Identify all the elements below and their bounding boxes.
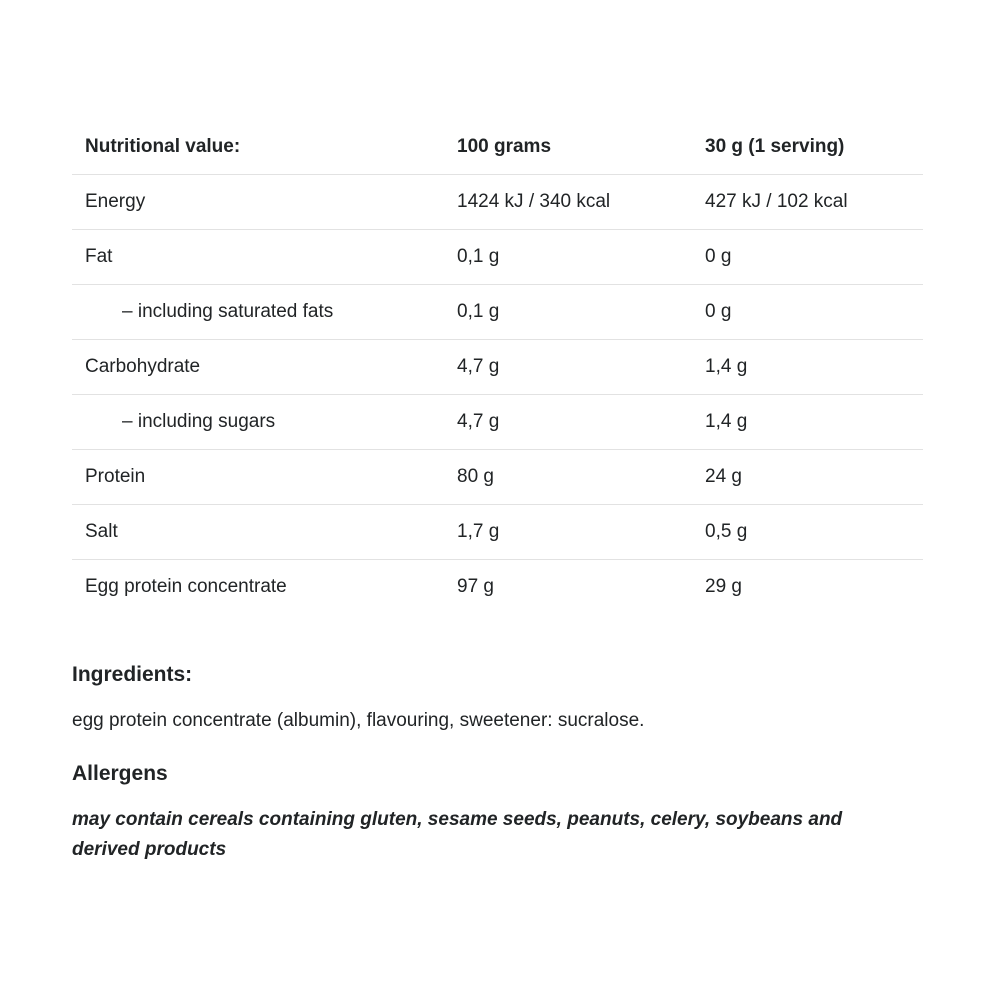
row-label: Energy — [85, 190, 146, 212]
ingredients-heading: Ingredients: — [72, 663, 193, 686]
row-label: Salt — [85, 520, 118, 542]
allergens-heading: Allergens — [72, 762, 168, 785]
value-per-100g: 1,7 g — [457, 520, 500, 542]
row-label: Egg protein concentrate — [85, 575, 287, 597]
value-per-serving: 1,4 g — [705, 355, 748, 377]
nutrition-table — [72, 120, 923, 614]
row-label: – including saturated fats — [122, 300, 334, 322]
value-per-serving: 0 g — [705, 300, 732, 322]
ingredients-text: egg protein concentrate (albumin), flavouring, sweetener: sucralose. — [72, 710, 645, 731]
table-row-saturated-fats — [72, 285, 923, 340]
nutrition-info-section — [72, 120, 923, 865]
value-per-serving: 0 g — [705, 245, 732, 267]
row-label: Protein — [85, 465, 146, 487]
table-row-carbohydrate — [72, 340, 923, 395]
allergens-text: may contain cereals containing gluten, sesame seeds, peanuts, celery, soybeans and derived products — [72, 809, 843, 860]
value-per-100g: 0,1 g — [457, 245, 500, 267]
value-per-serving: 1,4 g — [705, 410, 748, 432]
value-per-serving: 24 g — [705, 465, 742, 487]
row-label: Carbohydrate — [85, 355, 201, 377]
value-per-100g: 4,7 g — [457, 355, 500, 377]
column-header-serving: 30 g (1 serving) — [705, 135, 845, 157]
row-label: – including sugars — [122, 410, 276, 432]
table-row-fat — [72, 230, 923, 285]
row-label: Fat — [85, 245, 113, 267]
table-row-sugars — [72, 395, 923, 450]
table-row-salt — [72, 505, 923, 560]
table-row-egg-protein-concentrate — [72, 560, 923, 614]
table-row-energy — [72, 175, 923, 230]
value-per-serving: 427 kJ / 102 kcal — [705, 190, 848, 212]
value-per-100g: 0,1 g — [457, 300, 500, 322]
column-header-nutritional-value: Nutritional value: — [85, 135, 241, 157]
value-per-100g: 4,7 g — [457, 410, 500, 432]
value-per-100g: 1424 kJ / 340 kcal — [457, 190, 611, 212]
column-header-100-grams: 100 grams — [457, 135, 552, 157]
value-per-serving: 29 g — [705, 575, 742, 597]
table-header-row — [72, 120, 923, 175]
value-per-serving: 0,5 g — [705, 520, 748, 542]
table-row-protein — [72, 450, 923, 505]
value-per-100g: 97 g — [457, 575, 494, 597]
value-per-100g: 80 g — [457, 465, 494, 487]
